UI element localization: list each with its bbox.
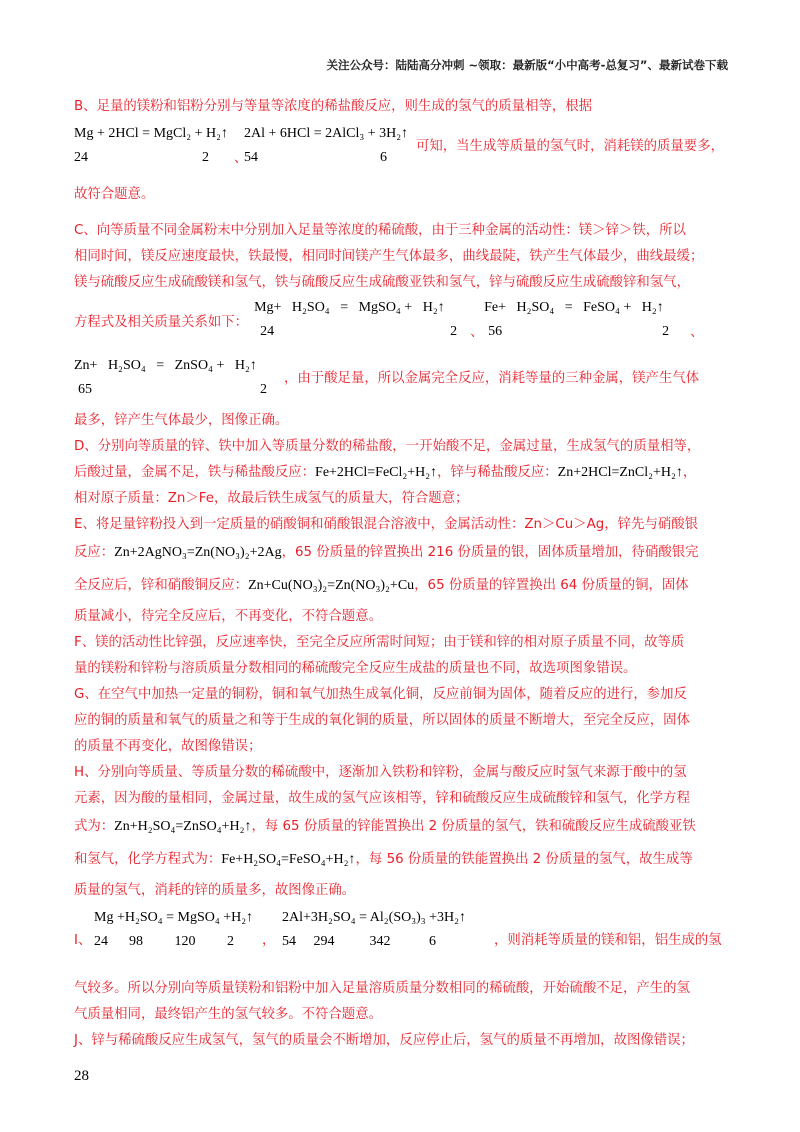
c-line3: 镁与硫酸反应生成硫酸镁和氢气，铁与硫酸反应生成硫酸亚铁和氢气，锌与硫酸反应生成硫酸锌和氢气， <box>74 275 690 290</box>
i-eq1-masses: 24 98 120 2 <box>94 934 234 949</box>
c-line4-label: 方程式及相关质量关系如下： <box>74 315 249 330</box>
b-eq1-mass1: 24 <box>74 150 88 165</box>
h-eq2: Fe+H₂SO₄=FeSO₄+H₂↑ <box>221 852 356 867</box>
d-eq-fe: Fe+2HCl=FeCl₂+H₂↑ <box>315 465 438 480</box>
i-eq1 <box>94 906 262 954</box>
i-separator: ， <box>262 933 276 948</box>
c-tail: ，由于酸足量，所以金属完全反应，消耗等量的三种金属，镁产生气体 <box>284 371 700 386</box>
answer-content <box>74 94 734 1054</box>
h-line4-a: 和氢气，化学方程式为： <box>74 852 222 867</box>
c-line2: 相同时间，镁反应速度最快，铁最慢，相同时间镁产生气体最多，曲线最陡，铁产生气体最少，曲线最缓； <box>74 249 704 264</box>
e-line1: E、将足量锌粉投入到一定质量的硝酸铜和硝酸银混合溶液中，金属活动性：Zn＞Cu＞Ag，锌先与硝酸银 <box>74 517 699 532</box>
b-eq2 <box>244 122 416 170</box>
g-line3: 的质量不再变化，故图像错误； <box>74 739 262 754</box>
c-eq3-mass1: 65 <box>78 382 92 397</box>
c-eq3-row <box>74 354 734 402</box>
c-eq2-mass1: 56 <box>488 324 503 339</box>
f-line1: F、镁的活动性比锌强，反应速率快，至完全反应所需时间短；由于镁和锌的相对原子质量不同，故等质 <box>74 635 685 650</box>
i-eq2 <box>282 906 494 954</box>
b-line3: 故符合题意。 <box>74 187 155 202</box>
i-eq1-formula: Mg +H₂SO₄ = MgSO₄ +H₂↑ <box>94 910 254 925</box>
i-eq2-masses: 54 294 342 6 <box>282 934 436 949</box>
g-line2: 应的铜的质量和氧气的质量之和等于生成的氧化铜的质量，所以固体的质量不断增大，至完全反应，固体 <box>74 713 690 728</box>
c-eq2-mass2: 2 <box>662 324 670 339</box>
h-line1: H、分别向等质量、等质量分数的稀硫酸中，逐渐加入铁粉和锌粉，金属与酸反应时氢气来源于酸中的氢 <box>74 765 687 780</box>
b-eq1 <box>74 122 234 170</box>
g-line1: G、在空气中加热一定量的铜粉，铜和氧气加热生成氧化铜，反应前铜为固体，随着反应的进行，参加反 <box>74 687 687 702</box>
h-eq1: Zn+H₂SO₄=ZnSO₄+H₂↑ <box>114 819 252 834</box>
i-eq2-formula: 2Al+3H₂SO₄ = Al₂(SO₃)₃ +3H₂↑ <box>282 910 467 925</box>
c-eq1 <box>254 296 470 344</box>
h-line3-b: ，每 65 份质量的锌能置换出 2 份质量的氢气，铁和硫酸反应生成硫酸亚铁 <box>251 819 696 834</box>
i-line3: 气较多。所以分别向等质量镁粉和铝粉中加入足量溶质质量分数相同的稀硫酸，开始硫酸不足，产生的氢 <box>74 981 690 996</box>
page-header: 关注公众号：陆陆高分冲刺 ~领取：最新版“小中高考-总复习”、最新试卷下载 <box>326 58 728 72</box>
d-eq-zn: Zn+2HCl=ZnCl₂+H₂↑ <box>557 465 683 480</box>
e-line3 <box>74 568 734 604</box>
i-line4: 气质量相同，最终铝产生的氢气较多。不符合题意。 <box>74 1007 382 1022</box>
c-line1: C、向等质量不同金属粉末中分别加入足量等浓度的稀硫酸，由于三种金属的活动性：镁＞锌＞铁，所以 <box>74 223 686 238</box>
e-line3-a: 全反应后，锌和硝酸铜反应： <box>74 578 249 593</box>
h-line3 <box>74 812 734 842</box>
d-line3: 相对原子质量：Zn＞Fe，故最后铁生成氢气的质量大，符合题意； <box>74 491 469 506</box>
f-line2: 量的镁粉和锌粉与溶质质量分数相同的稀硫酸完全反应生成盐的质量也不同，故选项图象错误。 <box>74 661 637 676</box>
b-eq2-formula: 2Al + 6HCl = 2AlCl₃ + 3H₂↑ <box>244 126 409 141</box>
b-equations-row <box>74 122 734 172</box>
e-line2-b: ，65 份质量的锌置换出 216 份质量的银，固体质量增加，待硝酸银完 <box>281 545 699 560</box>
e-eq1: Zn+2AgNO₃=Zn(NO₃)₂+2Ag <box>114 545 282 560</box>
c-eq3-mass2: 2 <box>260 382 267 397</box>
c-eq3 <box>74 354 284 402</box>
d-line2 <box>74 460 734 486</box>
h-line5: 质量的氢气，消耗的锌的质量多，故图像正确。 <box>74 883 356 898</box>
i-tail: ，则消耗等质量的镁和铝，铝生成的氢 <box>494 933 722 948</box>
c-eq1-formula: Mg+ H₂SO₄ = MgSO₄ + H₂↑ <box>254 300 445 315</box>
d-line1: D、分别向等质量的锌、铁中加入等质量分数的稀盐酸，一开始酸不足，金属过量，生成氢气的质量相等， <box>74 439 701 454</box>
e-eq2: Zn+Cu(NO₃)₂=Zn(NO₃)₂+Cu <box>248 578 415 593</box>
h-line4-b: ，每 56 份质量的铁能置换出 2 份质量的氢气，故生成等 <box>355 852 693 867</box>
b-separator: 、 <box>234 151 248 166</box>
j-line1: J、锌与稀硫酸反应生成氢气，氢气的质量会不断增加，反应停止后，氢气的质量不再增加，故图像错误； <box>74 1033 694 1048</box>
e-line2-a: 反应： <box>74 545 115 560</box>
b-line1: B、足量的镁粉和铝粉分别与等量等浓度的稀盐酸反应，则生成的氢气的质量相等，根据 <box>74 99 593 114</box>
d-line2-b: ，锌与稀盐酸反应： <box>437 465 558 480</box>
h-line4 <box>74 842 734 878</box>
h-line3-a: 式为： <box>74 819 115 834</box>
page-number: 28 <box>74 1068 89 1084</box>
b-eq1-mass2: 2 <box>202 150 209 165</box>
i-label: I、 <box>74 933 92 948</box>
c-eq1-mass2: 2 <box>450 324 458 339</box>
i-equations-row <box>74 906 734 954</box>
b-eq2-mass1: 54 <box>244 150 258 165</box>
d-line2-a: 后酸过量，金属不足，铁与稀盐酸反应： <box>74 465 316 480</box>
e-line3-b: ，65 份质量的锌置换出 64 份质量的铜，固体 <box>414 578 689 593</box>
h-line2: 元素，因为酸的量相同，金属过量，故生成的氢气应该相等，锌和硫酸反应生成硫酸锌和氢气，化学方程 <box>74 791 690 806</box>
e-line2 <box>74 538 734 568</box>
b-tail: 可知，当生成等质量的氢气时，消耗镁的质量要多， <box>416 139 724 154</box>
d-line2-c: ， <box>682 465 697 480</box>
e-line4: 质量减小，待完全反应后，不再变化，不符合题意。 <box>74 609 382 624</box>
c-eq3-formula: Zn+ H₂SO₄ = ZnSO₄ + H₂↑ <box>74 358 257 373</box>
b-eq2-mass2: 6 <box>380 150 387 165</box>
c-line6: 最多，锌产生气体最少，图像正确。 <box>74 413 289 428</box>
c-eq1-mass1: 24 <box>260 324 275 339</box>
c-equations-row: 方程式及相关质量关系如下： Mg+ H₂SO₄ = MgSO₄ + H₂↑ 24 2 、 Fe+ H₂SO₄ = FeSO₄ + H₂↑ 56 2 、 <box>74 296 734 346</box>
c-eq2 <box>484 296 690 344</box>
c-eq2-formula: Fe+ H₂SO₄ = FeSO₄ + H₂↑ <box>484 300 664 315</box>
b-eq1-formula: Mg + 2HCl = MgCl₂ + H₂↑ <box>74 126 229 141</box>
